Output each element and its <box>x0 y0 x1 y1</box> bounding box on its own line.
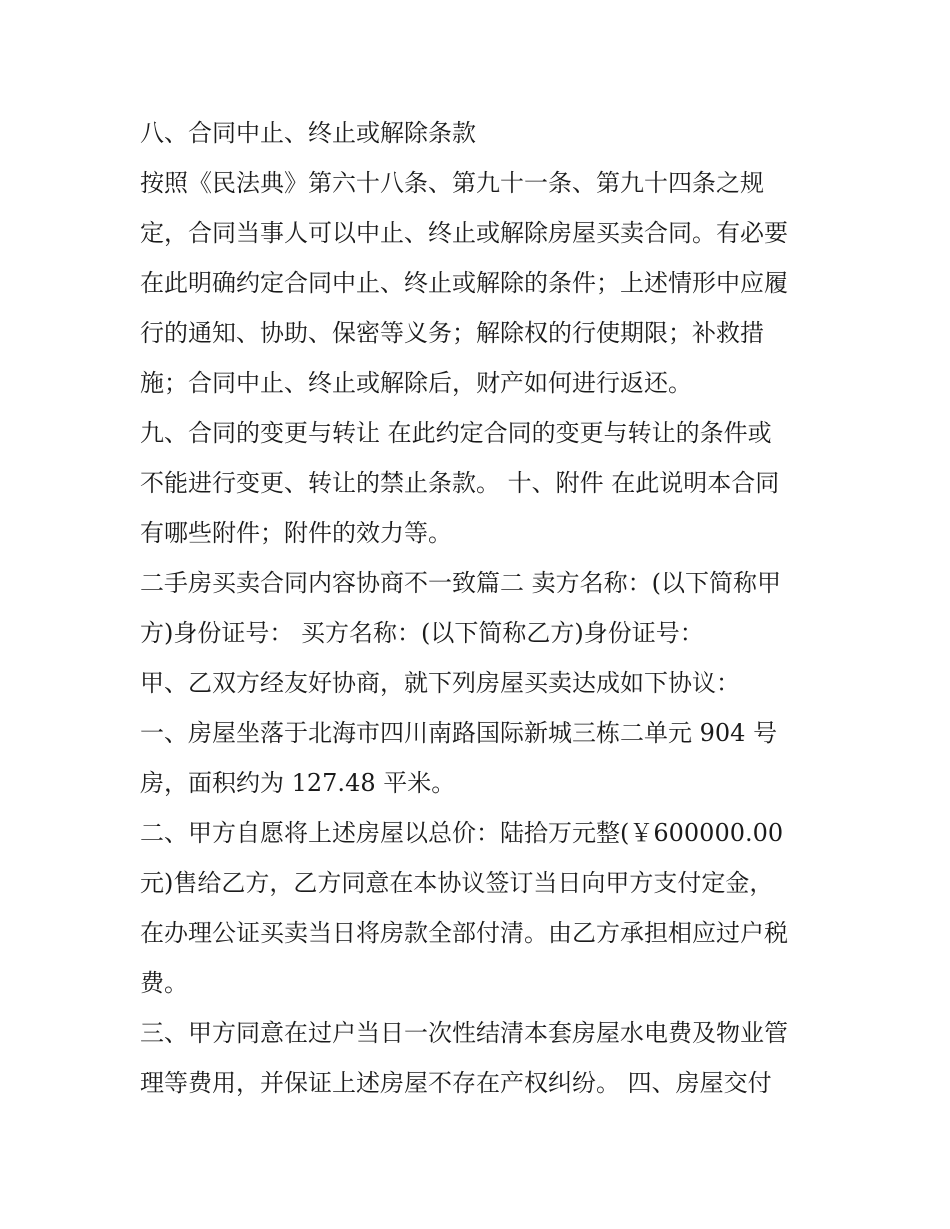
text-line: 不能进行变更、转让的禁止条款。 十、附件 在此说明本合同 <box>140 469 780 497</box>
text-line: 甲、乙双方经友好协商，就下列房屋买卖达成如下协议： <box>140 669 740 697</box>
text-line: 一、房屋坐落于北海市四川南路国际新城三栋二单元 904 号 <box>140 719 778 747</box>
text-line: 按照《民法典》第六十八条、第九十一条、第九十四条之规 <box>140 169 764 197</box>
text-line: 房，面积约为 127.48 平米。 <box>140 769 456 797</box>
text-line: 施；合同中止、终止或解除后，财产如何进行返还。 <box>140 369 692 397</box>
text-line: 在办理公证买卖当日将房款全部付清。由乙方承担相应过户税 <box>140 919 788 947</box>
text-line: 行的通知、协助、保密等义务；解除权的行使期限；补救措 <box>140 319 764 347</box>
text-line: 费。 <box>140 969 188 997</box>
text-line: 有哪些附件；附件的效力等。 <box>140 519 452 547</box>
text-line: 理等费用，并保证上述房屋不存在产权纠纷。 四、房屋交付 <box>140 1069 772 1097</box>
document-body <box>140 108 820 1108</box>
text-line: 元)售给乙方，乙方同意在本协议签订当日向甲方支付定金， <box>140 869 774 897</box>
text-line: 九、合同的变更与转让 在此约定合同的变更与转让的条件或 <box>140 419 772 447</box>
text-line: 方)身份证号： 买方名称：(以下简称乙方)身份证号： <box>140 619 704 647</box>
text-line: 在此明确约定合同中止、终止或解除的条件；上述情形中应履 <box>140 269 788 297</box>
text-line: 三、甲方同意在过户当日一次性结清本套房屋水电费及物业管 <box>140 1019 788 1047</box>
section-heading: 八、合同中止、终止或解除条款 <box>140 119 476 147</box>
text-line: 二手房买卖合同内容协商不一致篇二 卖方名称：(以下简称甲 <box>140 569 781 597</box>
text-line: 二、甲方自愿将上述房屋以总价：陆拾万元整(￥600000.00 <box>140 819 784 847</box>
text-line: 定，合同当事人可以中止、终止或解除房屋买卖合同。有必要 <box>140 219 788 247</box>
